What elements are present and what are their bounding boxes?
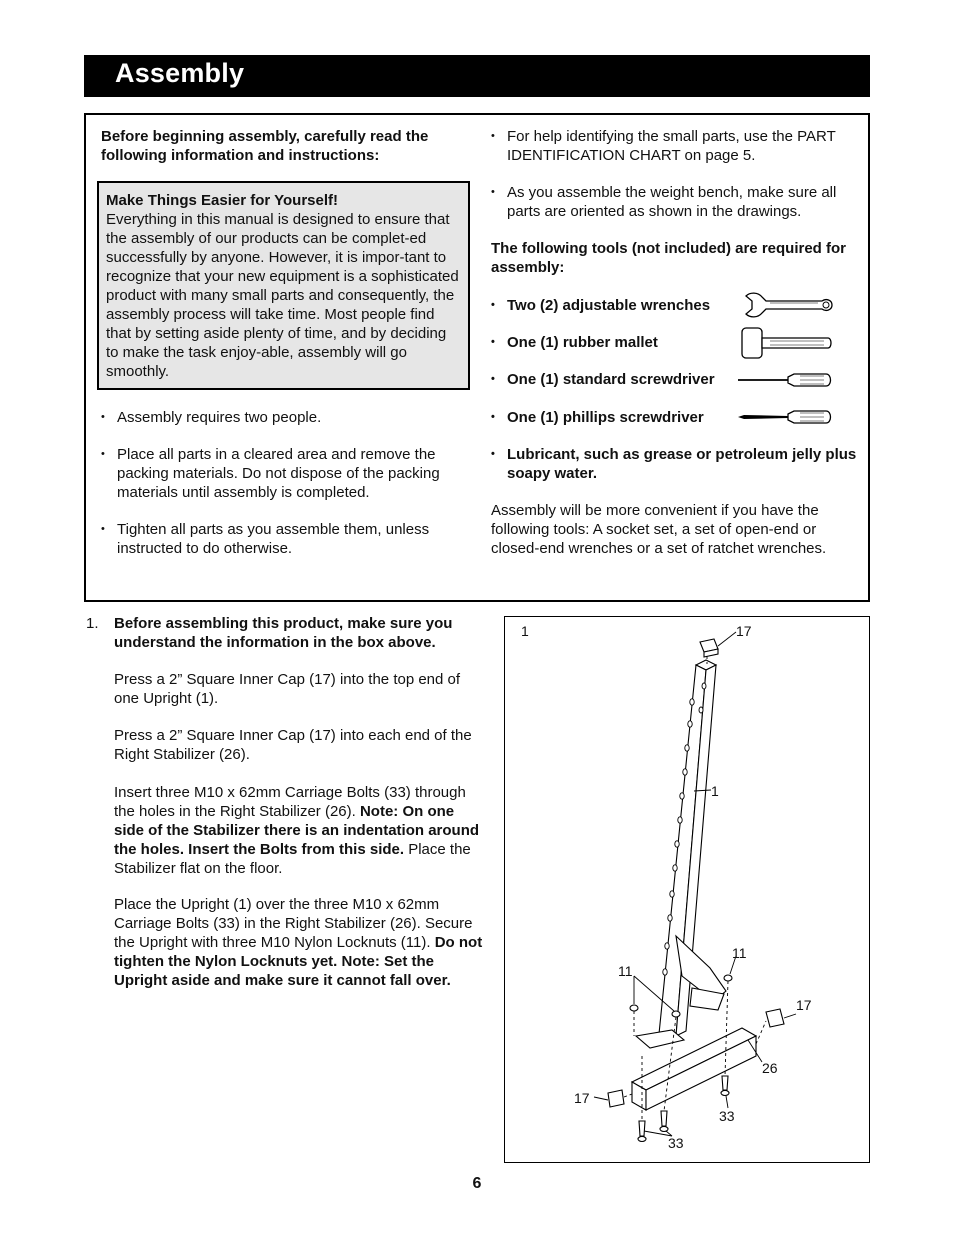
tip-heading: Make Things Easier for Yourself! <box>106 192 339 209</box>
section-title-bar <box>84 55 870 97</box>
convenience-note: Assembly will be more convenient if you have the following tools: A socket set, a set of open-end or closed-end wrenches or a set of ratchet wrenches. <box>491 502 827 557</box>
callout-inner-cap-right: 17 <box>796 997 812 1013</box>
left-bullet-1: • Assembly requires two people. <box>101 408 477 427</box>
page-number: 6 <box>472 1175 482 1192</box>
intro-lead: Before beginning assembly, carefully read the following information and instructions: <box>101 128 429 164</box>
step1-para-4-text: Insert three M10 x 62mm Carriage Bolts (33) through the holes in the Right Stabilizer (26). <box>114 784 466 820</box>
step1-para-2: Press a 2” Square Inner Cap (17) into the top end of one Upright (1). <box>114 671 461 707</box>
standard-screwdriver-icon <box>736 370 834 390</box>
step1-intro: Before assembling this product, make sure you understand the information in the box above. <box>114 615 453 651</box>
callout-bolt-right: 33 <box>719 1108 735 1124</box>
callout-stabilizer: 26 <box>762 1060 778 1076</box>
page-title: Assembly <box>115 58 245 88</box>
step1-para-5-text: Place the Upright (1) over the three M10 x 62mm Carriage Bolts (33) in the Right Stabilizer (26). Secure the Upright with three M10 Nylon Locknuts (11). <box>114 896 473 951</box>
step1-para-4 <box>114 783 486 878</box>
callout-inner-cap-top: 17 <box>736 623 752 639</box>
tool-item-wrench: • Two (2) adjustable wrenches <box>491 296 747 315</box>
diagram-step-label: 1 <box>521 623 529 639</box>
step1-para-5-note: Do not tighten the Nylon Locknuts yet. Note: Set the Upright aside and make sure it cannot fall over. <box>114 934 483 989</box>
callout-upright: 1 <box>711 783 719 799</box>
step1-para-5 <box>114 895 486 990</box>
callout-inner-cap-left: 17 <box>574 1090 590 1106</box>
left-bullet-2: • Place all parts in a cleared area and remove the packing materials. Do not dispose of the packing materials until assembly is completed. <box>101 445 477 502</box>
step-number: 1. <box>86 615 99 632</box>
upright-stabilizer-diagram <box>504 616 870 1163</box>
tool-item-standard-screwdriver: • One (1) standard screwdriver <box>491 370 747 389</box>
tool-item-phillips-screwdriver: • One (1) phillips screwdriver <box>491 408 747 427</box>
tool-item-lubricant: • Lubricant, such as grease or petroleum jelly plus soapy water. <box>491 445 867 483</box>
callout-locknut-left: 11 <box>618 963 633 979</box>
adjustable-wrench-icon <box>742 290 834 320</box>
right-bullet-2: • As you assemble the weight bench, make sure all parts are oriented as shown in the drawings. <box>491 183 873 221</box>
right-bullet-1: • For help identifying the small parts, use the PART IDENTIFICATION CHART on page 5. <box>491 127 873 165</box>
callout-locknut-right: 11 <box>732 945 747 961</box>
step1-para-4-note: Note: On one side of the Stabilizer there is an indentation around the holes. Insert the Bolts from this side. <box>114 803 480 858</box>
phillips-screwdriver-icon <box>736 407 834 427</box>
rubber-mallet-icon <box>740 326 834 360</box>
left-bullet-3: • Tighten all parts as you assemble them, unless instructed to do otherwise. <box>101 520 477 558</box>
tool-item-mallet: • One (1) rubber mallet <box>491 333 747 352</box>
step1-para-3: Press a 2” Square Inner Cap (17) into each end of the Right Stabilizer (26). <box>114 727 472 763</box>
tip-body: Everything in this manual is designed to ensure that the assembly of our products can be complet-ed successfully by anyone. However, it is impor-tant to recognize that your new equipment is a sophisticated product with many small parts and consequently, the assembly process will take time. Most people find that by setting aside plenty of time, and by deciding to make the task enjoy-able, assembly will go smoothly. <box>106 211 459 380</box>
tools-heading: The following tools (not included) are required for assembly: <box>491 240 846 276</box>
tip-box <box>97 181 470 390</box>
step1-para-4-tail: Place the Stabilizer flat on the floor. <box>114 841 471 877</box>
callout-bolt-left: 33 <box>668 1135 684 1151</box>
